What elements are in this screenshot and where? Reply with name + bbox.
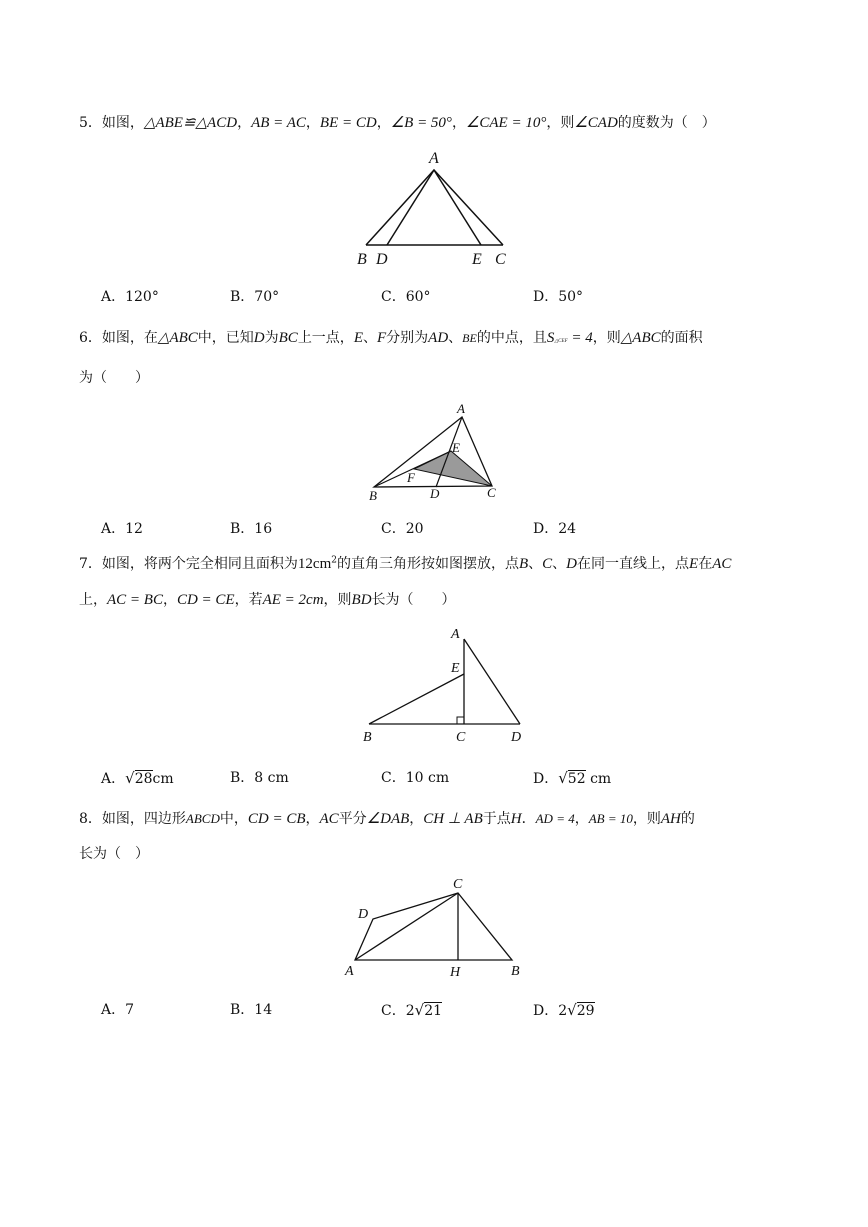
point-label: B xyxy=(511,964,520,979)
stem-text: 8．如图，四边形 xyxy=(79,811,186,827)
option-value: 7 xyxy=(125,1002,135,1018)
option-letter: B． xyxy=(230,770,255,786)
stem-text: ， xyxy=(451,115,466,131)
math-expr: 12cm xyxy=(297,556,332,572)
math-expr: = 4 xyxy=(567,330,593,346)
math-expr: S xyxy=(546,330,555,346)
option-a xyxy=(101,1000,134,1020)
math-exponent: 2 xyxy=(331,555,337,566)
point-label: E xyxy=(451,661,460,676)
stem-text: 的中点，且 xyxy=(476,330,547,346)
stem-text: 长为（ ） xyxy=(371,592,456,608)
stem-text: 在 xyxy=(698,556,713,572)
math-expr: AB = AC xyxy=(251,115,306,131)
math-expr: △ABC xyxy=(157,330,198,346)
option-letter: A． xyxy=(101,771,126,787)
stem-text: ，则 xyxy=(592,330,621,346)
point-label: C xyxy=(487,485,496,500)
option-letter: B． xyxy=(230,1002,255,1018)
option-c: C．2√21 xyxy=(381,1001,443,1019)
stem-text: ， xyxy=(409,811,424,827)
stem-text: ， xyxy=(237,115,252,131)
point-label: H xyxy=(450,965,461,980)
stem-text: 为 xyxy=(264,330,279,346)
math-expr: AD = 4 xyxy=(535,811,575,826)
math-expr: AH xyxy=(660,811,681,827)
radicand: 28 xyxy=(134,771,153,787)
question-6-stem-line2: 为（ ） xyxy=(79,370,149,386)
quadrilateral-abcd xyxy=(355,893,512,960)
stem-text: 中，已知 xyxy=(197,330,254,346)
stem-text: 5．如图， xyxy=(79,115,144,131)
math-expr: B xyxy=(518,556,529,572)
option-letter: D． xyxy=(533,771,559,787)
option-value: 14 xyxy=(254,1002,273,1018)
option-d: D．√52 cm xyxy=(533,769,612,787)
stem-text: 分别为 xyxy=(386,330,429,346)
option-a: A．120° xyxy=(101,289,159,305)
point-label: E xyxy=(452,440,460,455)
point-label: D xyxy=(430,486,440,501)
math-subscript: △CEF xyxy=(554,339,568,344)
option-d: D．2√29 xyxy=(533,1001,595,1019)
math-expr: AC = BC xyxy=(107,592,163,608)
option-d: D．50° xyxy=(533,289,584,305)
math-expr: C xyxy=(542,556,553,572)
math-expr: ∠DAB xyxy=(366,811,410,827)
stem-text: ，则 xyxy=(546,115,575,131)
stem-text: 、 xyxy=(448,330,463,346)
stem-text: ，则 xyxy=(323,592,352,608)
stem-text: 的 xyxy=(680,811,695,827)
option-d: D．24 xyxy=(533,521,577,537)
stem-text: 上一点， xyxy=(297,330,354,346)
stem-text: ，若 xyxy=(234,592,263,608)
option-b: B．70° xyxy=(230,289,280,305)
diagonal-ac xyxy=(355,893,458,960)
option-b xyxy=(230,1000,272,1020)
math-expr: AE = 2cm xyxy=(262,592,324,608)
math-expr: ∠CAE = 10° xyxy=(465,115,547,131)
option-value: 10 cm xyxy=(405,770,450,786)
point-label: D xyxy=(511,730,522,745)
stem-text: 平分 xyxy=(338,811,367,827)
option-letter: D． xyxy=(533,1003,559,1019)
option-b: B．16 xyxy=(230,521,273,537)
stem-text: ， xyxy=(162,592,177,608)
math-expr: D xyxy=(253,330,265,346)
unit: cm xyxy=(152,771,174,787)
math-expr: BE = CD xyxy=(319,115,377,131)
math-expr: ABCD xyxy=(185,811,220,826)
math-expr: CD = CE xyxy=(176,592,235,608)
math-expr: △ABC xyxy=(620,330,661,346)
math-expr: E xyxy=(689,556,699,572)
radicand: 29 xyxy=(576,1003,595,1019)
stem-text: ， xyxy=(305,811,320,827)
option-letter: A． xyxy=(101,1002,126,1018)
math-expr: E xyxy=(353,330,363,346)
math-expr: ∠CAD xyxy=(574,115,618,131)
point-label: C xyxy=(495,251,506,268)
stem-text: ， xyxy=(376,115,391,131)
math-expr: BE xyxy=(462,331,477,345)
stem-text: 于点 xyxy=(482,811,511,827)
math-expr: F xyxy=(376,330,387,346)
point-label: A xyxy=(429,150,439,167)
point-label: A xyxy=(451,627,460,642)
stem-text: 的面积 xyxy=(660,330,703,346)
point-label: B xyxy=(363,730,372,745)
option-letter: C． xyxy=(381,1003,406,1019)
math-expr: AD xyxy=(428,330,449,346)
stem-text: 、 xyxy=(528,556,543,572)
math-expr: BC xyxy=(278,330,298,346)
coefficient: 2 xyxy=(405,1003,415,1019)
math-expr: BD xyxy=(351,592,372,608)
point-label: D xyxy=(376,251,388,268)
math-expr: AC xyxy=(319,811,339,827)
point-label: D xyxy=(358,907,369,922)
point-label: C xyxy=(453,877,463,892)
option-a: A．12 xyxy=(101,521,143,537)
question-8-stem-line2: 长为（ ） xyxy=(79,846,149,862)
point-label: B xyxy=(357,251,367,268)
stem-text: 的直角三角形按如图摆放，点 xyxy=(336,556,519,572)
radicand: 21 xyxy=(424,1003,443,1019)
unit: cm xyxy=(585,771,612,787)
stem-text: 7．如图，将两个完全相同且面积为 xyxy=(79,556,298,572)
stem-text: ，则 xyxy=(632,811,661,827)
point-label: C xyxy=(456,730,466,745)
option-c: C．20 xyxy=(381,521,424,537)
stem-text: ， xyxy=(305,115,320,131)
math-expr: AC xyxy=(712,556,732,572)
stem-text: 、 xyxy=(552,556,567,572)
math-expr: H xyxy=(510,811,522,827)
option-c: C．60° xyxy=(381,289,431,305)
stem-text: 、 xyxy=(362,330,377,346)
math-expr: CH ⊥ AB xyxy=(423,811,483,827)
point-label: B xyxy=(369,488,377,503)
math-expr: CD = CB xyxy=(247,811,306,827)
stem-text: 上， xyxy=(79,592,107,608)
point-label: A xyxy=(345,964,354,979)
math-expr: D xyxy=(566,556,578,572)
coefficient: 2 xyxy=(558,1003,568,1019)
stem-text: ， xyxy=(574,811,589,827)
point-label: F xyxy=(407,470,415,485)
option-value: 8 cm xyxy=(254,770,289,786)
point-label: E xyxy=(472,251,482,268)
stem-text: 的度数为（ ） xyxy=(617,115,716,131)
point-label: A xyxy=(457,401,465,416)
stem-text: 6．如图，在 xyxy=(79,330,158,346)
math-expr: ∠B = 50° xyxy=(390,115,452,131)
stem-text: ． xyxy=(521,811,536,827)
option-a: A．√28cm xyxy=(101,769,174,787)
math-expr: △ABE≌△ACD xyxy=(143,115,238,131)
stem-text: 中， xyxy=(219,811,248,827)
stem-text: 在同一直线上，点 xyxy=(577,556,690,572)
radicand: 52 xyxy=(567,771,586,787)
math-expr: AB = 10 xyxy=(588,811,633,826)
option-letter: C． xyxy=(381,770,406,786)
